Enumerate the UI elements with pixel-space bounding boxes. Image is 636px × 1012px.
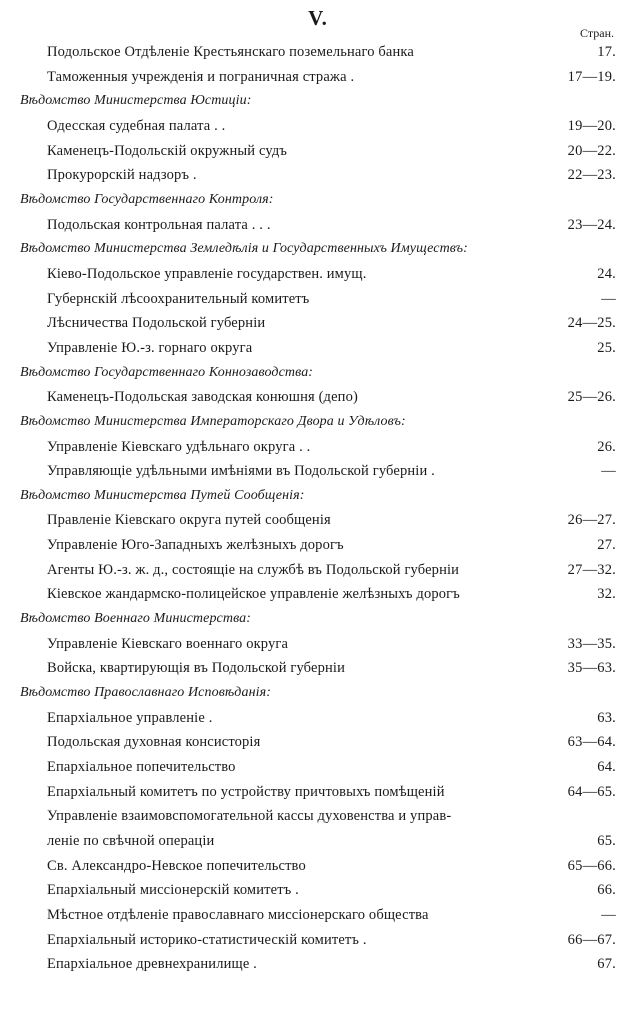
entry-title: Кіево-Подольское управленіе государствен. имущ. — [47, 265, 367, 282]
toc-entry — [0, 65, 636, 90]
toc-entry — [0, 903, 636, 928]
entry-title: Управленіе Ю.-з. горнаго округа — [47, 339, 253, 356]
entry-pages: 19—20. — [567, 117, 616, 134]
entry-pages: 27—32. — [567, 561, 616, 578]
entry-title: Правленіе Кіевскаго округа путей сообщенія — [47, 512, 331, 529]
entry-pages: 63. — [597, 709, 616, 726]
entry-title: Епархіальное древнехранилище . — [47, 956, 257, 973]
entry-title: Епархіальный миссіонерскій комитетъ . — [47, 882, 299, 899]
entry-pages: 66—67. — [567, 931, 616, 948]
entry-pages: 20—22. — [567, 142, 616, 159]
toc-entry — [0, 336, 636, 361]
entry-title: Епархіальное управленіе . — [47, 709, 213, 726]
entry-title: Управленіе Кіевскаго удѣльнаго округа . . — [47, 438, 311, 455]
toc-entry — [0, 385, 636, 410]
entry-pages: 25. — [597, 339, 616, 356]
entry-pages: — — [601, 906, 616, 923]
section-heading — [0, 607, 636, 632]
toc-entry — [0, 435, 636, 460]
entry-title: Каменецъ-Подольскій окружный судъ — [47, 142, 288, 159]
entry-title: Агенты Ю.-з. ж. д., состоящіе на службѣ въ Подольской губерніи — [47, 561, 460, 578]
page-number: V. — [308, 6, 328, 30]
section-heading — [0, 361, 636, 386]
entry-pages: 67. — [597, 956, 616, 973]
pages-column-header: Стран. — [580, 26, 614, 40]
entry-pages: 32. — [597, 586, 616, 603]
section-title: Вѣдомство Министерства Юстиціи: — [20, 93, 252, 109]
entry-title: Подольское Отдѣленіе Крестьянскаго поземельнаго банка — [47, 44, 414, 60]
entry-title: Каменецъ-Подольская заводская конюшня (депо) — [47, 389, 358, 406]
section-heading — [0, 681, 636, 706]
entry-title: Управляющіе удѣльными имѣніями въ Подольской губерніи . — [47, 463, 435, 480]
toc-entry — [0, 114, 636, 139]
toc-entry — [0, 311, 636, 336]
entry-pages: 26—27. — [567, 512, 616, 529]
table-of-contents — [0, 40, 636, 977]
section-heading — [0, 484, 636, 509]
entry-title: Епархіальный историко-статистическій комитетъ . — [47, 931, 367, 948]
toc-entry — [0, 287, 636, 312]
toc-entry — [0, 854, 636, 879]
entry-pages: 63—64. — [567, 734, 616, 751]
toc-entry — [0, 262, 636, 287]
entry-pages: 23—24. — [567, 216, 616, 233]
toc-entry — [0, 706, 636, 731]
toc-entry — [0, 163, 636, 188]
entry-pages: 26. — [597, 438, 616, 455]
entry-title: Управленіе Кіевскаго военнаго округа — [47, 635, 289, 652]
entry-pages: — — [601, 290, 616, 307]
toc-entry — [0, 582, 636, 607]
section-title: Вѣдомство Государственнаго Коннозаводства: — [20, 364, 314, 380]
section-title: Вѣдомство Министерства Императорскаго Двора и Удѣловъ: — [20, 413, 406, 429]
entry-pages: 66. — [597, 882, 616, 899]
entry-title: Управленіе Юго-Западныхъ желѣзныхъ дорогъ — [47, 537, 344, 554]
section-title: Вѣдомство Православнаго Исповѣданія: — [20, 685, 271, 701]
section-heading — [0, 410, 636, 435]
toc-entry — [0, 213, 636, 238]
entry-title: Таможенныя учрежденія и пограничная стража . — [47, 68, 355, 85]
toc-entry — [0, 533, 636, 558]
toc-entry — [0, 632, 636, 657]
entry-pages: — — [601, 463, 616, 480]
toc-entry — [0, 139, 636, 164]
entry-title: Прокурорскій надзоръ . — [47, 167, 197, 184]
toc-entry — [0, 755, 636, 780]
toc-entry — [0, 656, 636, 681]
entry-title: Св. Александро-Невское попечительство — [47, 857, 306, 874]
toc-entry — [0, 952, 636, 977]
entry-pages: 24. — [597, 265, 616, 282]
section-title: Вѣдомство Министерства Земледѣлія и Государственныхъ Имуществъ: — [20, 241, 468, 257]
entry-title: Подольская контрольная палата . . . — [47, 216, 271, 233]
entry-pages: 33—35. — [567, 635, 616, 652]
section-heading — [0, 188, 636, 213]
entry-pages: 17—19. — [567, 68, 616, 85]
entry-title: Подольская духовная консисторія — [47, 734, 261, 751]
entry-title: Епархіальное попечительство — [47, 759, 236, 776]
entry-pages: 25—26. — [567, 389, 616, 406]
entry-title: Лѣсничества Подольской губерніи — [47, 315, 266, 332]
entry-title: Управленіе взаимовспомогательной кассы духовенства и управ- — [47, 808, 452, 825]
entry-pages: 24—25. — [567, 315, 616, 332]
toc-entry — [0, 829, 636, 854]
section-title: Вѣдомство Военнаго Министерства: — [20, 611, 252, 627]
toc-entry — [0, 730, 636, 755]
section-heading — [0, 237, 636, 262]
entry-title: Одесская судебная палата . . — [47, 117, 226, 134]
toc-entry — [0, 40, 636, 65]
entry-pages: 65. — [597, 833, 616, 849]
entry-pages: 64. — [597, 759, 616, 776]
entry-pages: 35—63. — [567, 660, 616, 677]
toc-entry — [0, 558, 636, 583]
entry-pages: 65—66. — [567, 857, 616, 874]
entry-title: Войска, квартирующія въ Подольской губерніи — [47, 660, 346, 677]
entry-pages: 22—23. — [567, 167, 616, 184]
toc-entry — [0, 804, 636, 829]
toc-entry — [0, 459, 636, 484]
entry-title: леніе по свѣчной операціи — [47, 833, 215, 849]
entry-title: Губернскій лѣсоохранительный комитетъ — [47, 290, 310, 307]
entry-title: Кіевское жандармско-полицейское управленіе желѣзныхъ дорогъ — [47, 586, 460, 603]
entry-title: Епархіальный комитетъ по устройству причтовыхъ помѣщеній — [47, 783, 445, 800]
entry-pages: 17. — [597, 44, 616, 60]
entry-pages: 64—65. — [567, 783, 616, 800]
toc-entry — [0, 508, 636, 533]
toc-entry — [0, 878, 636, 903]
entry-title: Мѣстное отдѣленіе православнаго миссіонерскаго общества — [47, 906, 429, 923]
entry-pages: 27. — [597, 537, 616, 554]
section-title: Вѣдомство Министерства Путей Сообщенія: — [20, 487, 305, 503]
section-heading — [0, 89, 636, 114]
toc-entry — [0, 928, 636, 953]
section-title: Вѣдомство Государственнаго Контроля: — [20, 191, 274, 207]
toc-entry — [0, 780, 636, 805]
